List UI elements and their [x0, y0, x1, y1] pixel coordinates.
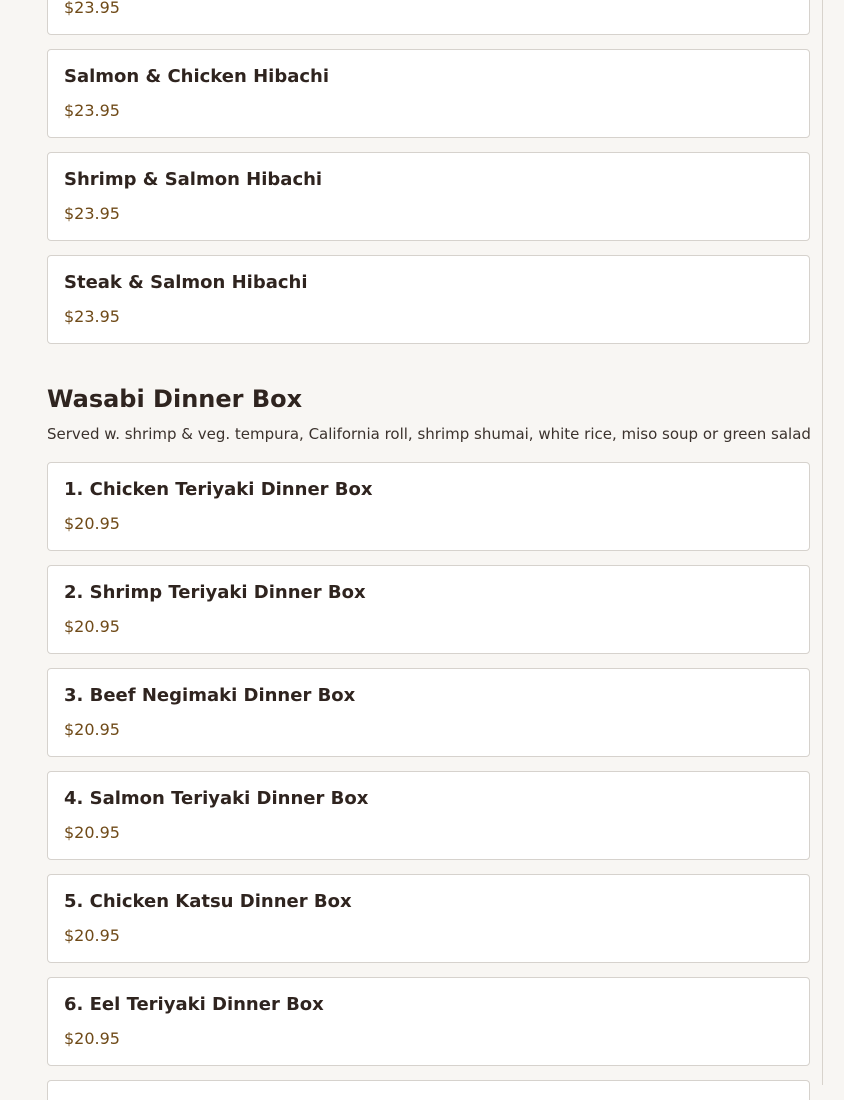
menu-item-name: 5. Chicken Katsu Dinner Box [64, 891, 352, 912]
menu-item-name: 3. Beef Negimaki Dinner Box [64, 685, 356, 706]
menu-item-name: 6. Eel Teriyaki Dinner Box [64, 994, 324, 1015]
menu-item-name: 4. Salmon Teriyaki Dinner Box [64, 788, 369, 809]
menu-item-card[interactable] [47, 771, 810, 860]
menu-item-name: Salmon & Chicken Hibachi [64, 66, 330, 87]
menu-item-name: Shrimp & Salmon Hibachi [64, 169, 323, 190]
section-title: Wasabi Dinner Box [47, 385, 303, 413]
menu-item-card[interactable] [47, 152, 810, 241]
menu-item-price: $20.95 [64, 617, 120, 636]
menu-item-price: $20.95 [64, 514, 120, 533]
menu-item-price: $20.95 [64, 926, 120, 945]
menu-item-price: $23.95 [64, 0, 120, 17]
menu-item-price: $23.95 [64, 101, 120, 120]
menu-item-price: $23.95 [64, 307, 120, 326]
menu-item-card[interactable] [47, 668, 810, 757]
menu-item-card[interactable] [47, 462, 810, 551]
menu-item-card[interactable] [47, 0, 810, 35]
menu-item-name: 2. Shrimp Teriyaki Dinner Box [64, 582, 366, 603]
menu-item-name: 1. Chicken Teriyaki Dinner Box [64, 479, 373, 500]
menu-item-card[interactable] [47, 874, 810, 963]
menu-item-card[interactable] [47, 49, 810, 138]
menu-item-price: $20.95 [64, 823, 120, 842]
menu-item-price: $20.95 [64, 720, 120, 739]
menu-item-price: $23.95 [64, 204, 120, 223]
menu-item-card-partial[interactable] [47, 1080, 810, 1100]
menu-item-card[interactable] [47, 255, 810, 344]
menu-item-card[interactable] [47, 565, 810, 654]
menu-item-card[interactable] [47, 977, 810, 1066]
section-description: Served w. shrimp & veg. tempura, California roll, shrimp shumai, white rice, miso soup or green salad [47, 425, 811, 443]
menu-item-name: Steak & Salmon Hibachi [64, 272, 308, 293]
menu-item-price: $20.95 [64, 1029, 120, 1048]
